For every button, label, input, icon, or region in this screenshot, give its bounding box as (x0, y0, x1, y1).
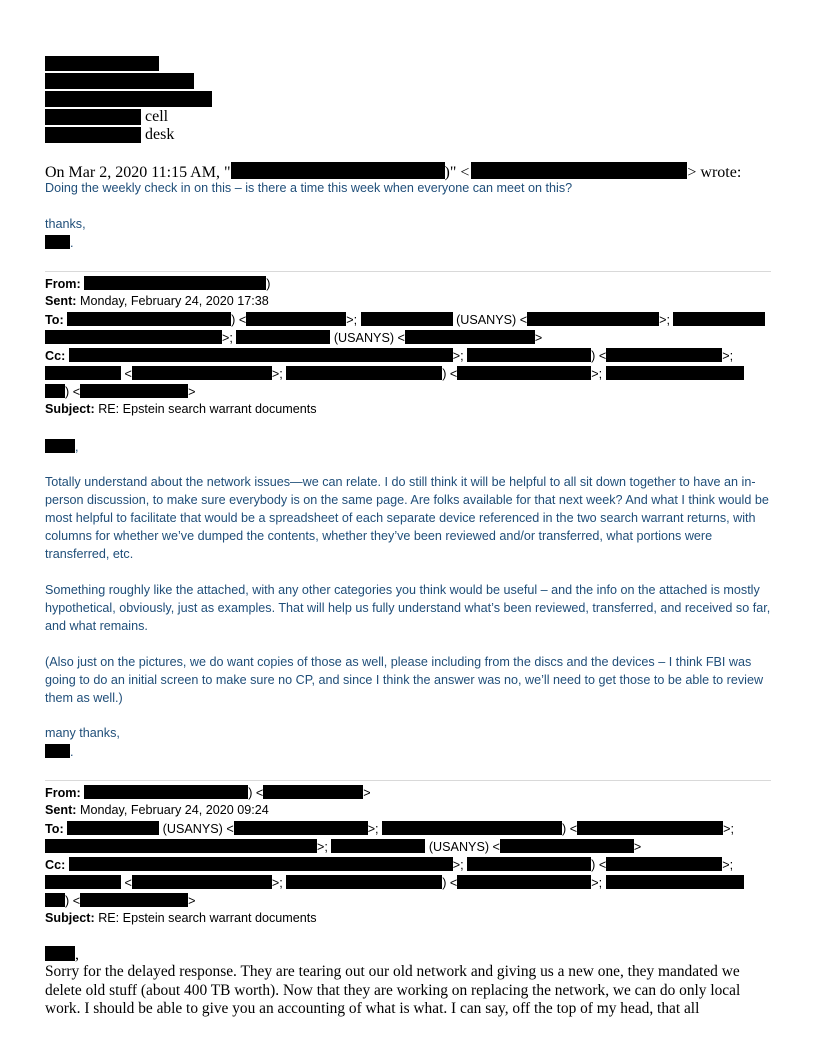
email1-closing: many thanks, (45, 726, 120, 740)
usanys-label: (USANYS) < (162, 822, 234, 836)
sent-line (45, 803, 269, 817)
redaction (286, 366, 442, 380)
redaction (132, 875, 272, 889)
redaction (45, 235, 70, 249)
separator: > (188, 385, 196, 399)
email1-signoff (45, 744, 74, 759)
redaction (231, 162, 445, 179)
redaction (80, 893, 188, 907)
subject-line (45, 911, 317, 925)
reply-body: Doing the weekly check in on this – is there a time this week when everyone can meet on this? (45, 181, 573, 195)
redaction (45, 946, 75, 961)
subject-value: RE: Epstein search warrant documents (98, 911, 317, 925)
sent-line (45, 294, 269, 308)
redaction (45, 384, 65, 398)
signoff-dot: . (70, 745, 74, 759)
desk-label: desk (145, 126, 175, 143)
redaction (331, 839, 425, 853)
cc-line (45, 348, 733, 363)
from-label: From: (45, 277, 81, 291)
redaction (246, 312, 346, 326)
separator: >; (222, 331, 233, 345)
email1-paragraph-2: Something roughly like the attached, with any other categories you think would be useful – and the info on the attached is mostly hypothetical, obviously, just as examples. That will help us fully understand what’s been reviewed, transferred, and received so far, and what remains. (45, 583, 771, 633)
redaction (45, 744, 70, 758)
cc-line-3 (45, 384, 195, 399)
redaction (577, 821, 723, 835)
separator: >; (723, 822, 734, 836)
cc-line (45, 857, 733, 872)
redaction (286, 875, 442, 889)
sent-value: Monday, February 24, 2020 09:24 (79, 803, 269, 817)
redaction (84, 276, 266, 290)
attribution-suffix: > wrote: (687, 164, 742, 181)
greeting-comma: , (75, 946, 79, 963)
separator: >; (591, 876, 603, 890)
cc-line-2 (45, 366, 744, 381)
redaction (382, 821, 562, 835)
separator: > (633, 840, 642, 854)
separator: ) < (591, 349, 607, 363)
redaction (236, 330, 330, 344)
redaction (45, 56, 159, 71)
redaction (263, 785, 363, 799)
separator: > (363, 786, 371, 800)
separator: > (534, 331, 543, 345)
redaction (84, 785, 248, 799)
separator: > (188, 894, 196, 908)
divider (45, 271, 771, 272)
redaction (467, 857, 591, 871)
redaction (45, 366, 121, 380)
separator: < (124, 876, 132, 890)
cc-line-3 (45, 893, 195, 908)
redaction (405, 330, 535, 344)
redaction (69, 857, 453, 871)
redaction (500, 839, 634, 853)
divider (45, 780, 771, 781)
redaction (606, 348, 722, 362)
redaction (45, 330, 222, 344)
sent-label: Sent: (45, 803, 77, 817)
redaction (45, 893, 65, 907)
cell-label: cell (145, 108, 169, 125)
reply-attribution-line (45, 162, 741, 182)
email1-greeting (45, 439, 79, 454)
separator: >; (452, 858, 464, 872)
separator: >; (317, 840, 328, 854)
email1-paragraph-1: Totally understand about the network issues—we can relate. I do still think it will be helpful to all sit down together to have an in-person discussion, to make sure everybody is on the same page. Are folks available for that next week? And what I think would be most helpful to facilitate that would be a spreadsheet of each separate device referenced in the two search warrant returns, with columns for whether we’ve dumped the contents, whether they’ve been reviewed and/or transferred, what portions were transferred, etc. (45, 475, 769, 561)
separator: ) < (65, 894, 81, 908)
separator: >; (722, 858, 734, 872)
redaction (457, 875, 591, 889)
separator: ) < (442, 876, 458, 890)
redaction (606, 366, 744, 380)
redaction (606, 875, 744, 889)
email2-greeting (45, 946, 79, 964)
subject-line (45, 402, 317, 416)
redaction (527, 312, 659, 326)
cc-line-2 (45, 875, 744, 890)
subject-label: Subject: (45, 402, 95, 416)
reply-signoff (45, 235, 74, 250)
separator: >; (367, 822, 379, 836)
redaction (67, 821, 159, 835)
redaction (471, 162, 687, 179)
separator: ) < (442, 367, 458, 381)
separator: ) < (231, 313, 247, 327)
to-line-2 (45, 839, 641, 854)
redaction (69, 348, 453, 362)
to-line-2 (45, 330, 542, 345)
separator: >; (591, 367, 603, 381)
from-line (45, 785, 371, 800)
cc-label: Cc: (45, 349, 66, 363)
sent-label: Sent: (45, 294, 77, 308)
redaction (45, 91, 212, 107)
redaction (673, 312, 765, 326)
attribution-mid: )" < (444, 164, 470, 181)
redaction (132, 366, 272, 380)
attribution-prefix: On Mar 2, 2020 11:15 AM, " (45, 164, 231, 181)
redaction (67, 312, 231, 326)
redaction (45, 439, 75, 453)
to-line (45, 821, 734, 836)
subject-value: RE: Epstein search warrant documents (98, 402, 317, 416)
redaction (457, 366, 591, 380)
redaction (80, 384, 188, 398)
usanys-label: (USANYS) < (333, 331, 405, 345)
separator: >; (271, 876, 283, 890)
redaction (467, 348, 591, 362)
email2-body: Sorry for the delayed response. They are tearing out our old network and giving us a new one, they mandated we delete old stuff (about 400 TB worth). Now that they are working on replacing the network, we can do only local work. I should be able to give you an accounting of what is what. I can say, off the top of my head, that all (45, 963, 741, 1017)
from-label: From: (45, 786, 81, 800)
redaction (45, 127, 141, 143)
signoff-dot: . (70, 236, 74, 250)
usanys-label: (USANYS) < (456, 313, 528, 327)
from-line (45, 276, 270, 291)
separator: ) < (65, 385, 81, 399)
redaction (45, 839, 317, 853)
separator: ) < (562, 822, 578, 836)
greeting-comma: , (75, 440, 79, 454)
separator: >; (346, 313, 358, 327)
usanys-label: (USANYS) < (428, 840, 500, 854)
reply-closing: thanks, (45, 217, 86, 231)
separator: >; (722, 349, 734, 363)
cc-label: Cc: (45, 858, 66, 872)
separator: < (124, 367, 132, 381)
redaction (45, 109, 141, 125)
from-tail: ) (266, 277, 271, 291)
to-line (45, 312, 765, 327)
redaction (45, 73, 194, 89)
separator: ) < (591, 858, 607, 872)
separator: >; (271, 367, 283, 381)
separator: >; (452, 349, 464, 363)
separator: >; (659, 313, 670, 327)
to-label: To: (45, 822, 64, 836)
subject-label: Subject: (45, 911, 95, 925)
redaction (45, 875, 121, 889)
from-tail: ) < (248, 786, 264, 800)
to-label: To: (45, 313, 64, 327)
email1-paragraph-3: (Also just on the pictures, we do want copies of those as well, please including from the discs and the devices – I think FBI was going to do an initial screen to make sure no CP, and since I think the answer was no, we’ll need to get those to be able to review them as well.) (45, 655, 764, 705)
redaction (361, 312, 453, 326)
sent-value: Monday, February 24, 2020 17:38 (79, 294, 269, 308)
redaction (234, 821, 368, 835)
redaction (606, 857, 722, 871)
